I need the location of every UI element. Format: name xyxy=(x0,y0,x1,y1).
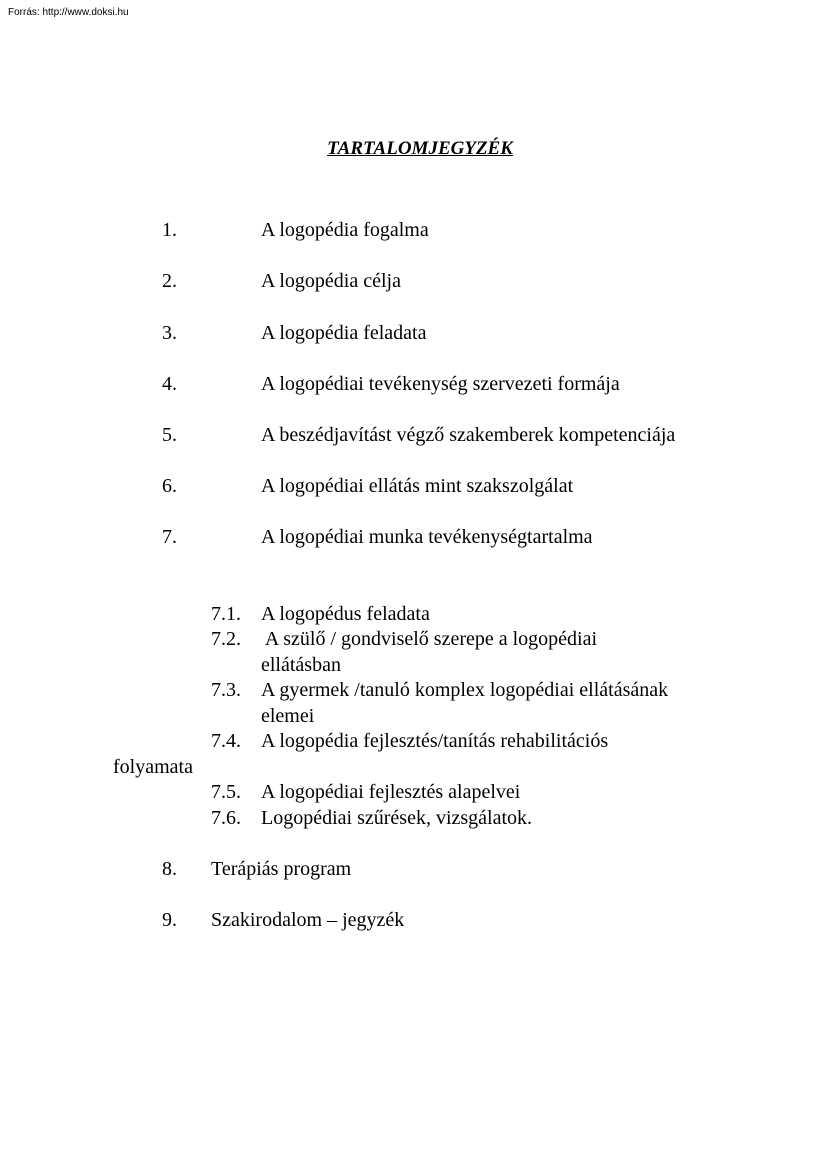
toc-item-number: 1. xyxy=(162,219,177,241)
toc-subitem-number: 7.6. xyxy=(211,807,241,829)
toc-item-number: 2. xyxy=(162,270,177,292)
toc-item-number: 9. xyxy=(162,909,177,931)
toc-item-number: 6. xyxy=(162,475,177,497)
source-note: Forrás: http://www.doksi.hu xyxy=(8,7,129,18)
toc-subitem-text: A logopédiai fejlesztés alapelvei xyxy=(261,781,521,803)
toc-item-number: 5. xyxy=(162,424,177,446)
toc-item-text: Terápiás program xyxy=(211,858,352,880)
toc-subitem-text: A logopédus feladata xyxy=(261,603,430,625)
toc-item-text: A logopédiai ellátás mint szakszolgálat xyxy=(261,475,574,497)
toc-item-text: A beszédjavítást végző szakemberek kompetenciája xyxy=(261,424,676,446)
toc-subitem-number: 7.1. xyxy=(211,603,241,625)
toc-subitem-text: A gyermek /tanuló komplex logopédiai ellátásának xyxy=(261,679,669,701)
toc-subitem-text: A logopédia fejlesztés/tanítás rehabilitációs xyxy=(261,730,609,752)
toc-subitem-number: 7.4. xyxy=(211,730,241,752)
toc-subitem-continuation: elemei xyxy=(261,705,315,727)
toc-subitem-number: 7.3. xyxy=(211,679,241,701)
toc-item-number: 7. xyxy=(162,526,177,548)
toc-item-number: 8. xyxy=(162,858,177,880)
toc-item-text: Szakirodalom – jegyzék xyxy=(211,909,405,931)
toc-subitem-text: A szülő / gondviselő szerepe a logopédiai xyxy=(261,628,598,650)
toc-subitem-continuation: folyamata xyxy=(113,756,193,778)
toc-item-text: A logopédiai tevékenység szervezeti formája xyxy=(261,373,620,395)
toc-subitem-continuation: ellátásban xyxy=(261,654,341,676)
toc-item-number: 3. xyxy=(162,322,177,344)
toc-item-text: A logopédiai munka tevékenységtartalma xyxy=(261,526,593,548)
toc-subitem-number: 7.5. xyxy=(211,781,241,803)
page-title: TARTALOMJEGYZÉK xyxy=(327,138,513,159)
toc-item-text: A logopédia fogalma xyxy=(261,219,429,241)
toc-item-text: A logopédia célja xyxy=(261,270,401,292)
toc-item-number: 4. xyxy=(162,373,177,395)
toc-item-text: A logopédia feladata xyxy=(261,322,427,344)
toc-subitem-text: Logopédiai szűrések, vizsgálatok. xyxy=(261,807,533,829)
toc-subitem-number: 7.2. xyxy=(211,628,241,650)
